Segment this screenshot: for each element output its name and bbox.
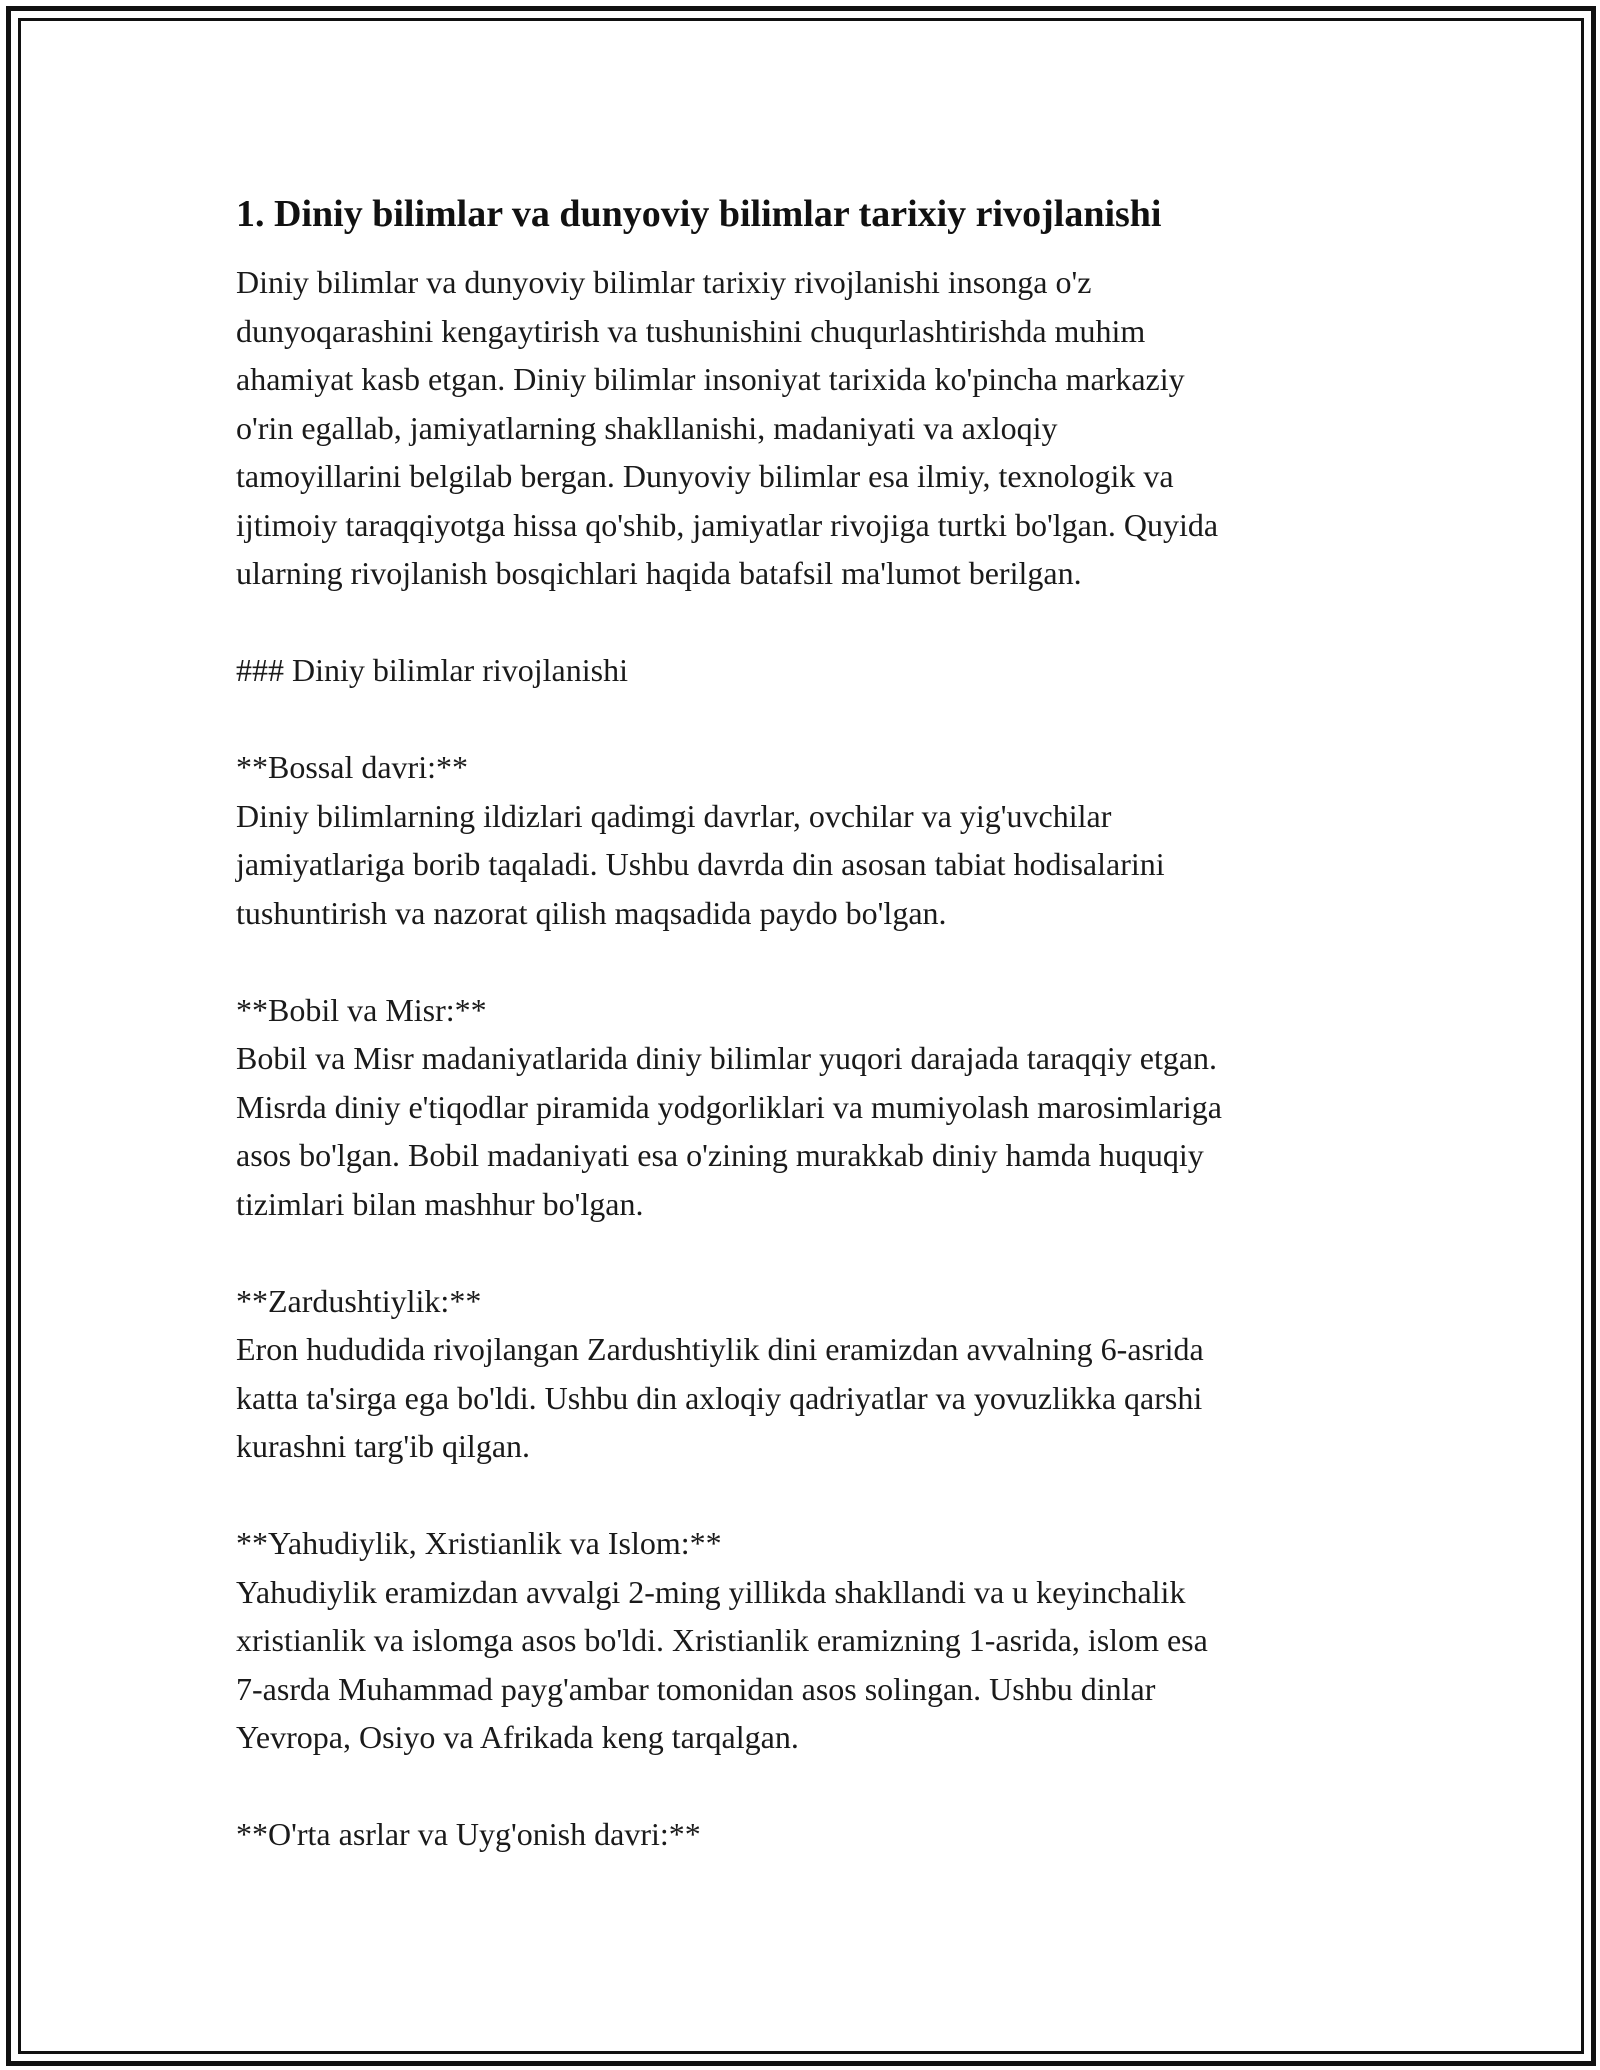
document-body — [236, 188, 1376, 1859]
intro-line: ularning rivojlanish bosqichlari haqida batafsil ma'lumot berilgan. — [236, 555, 1082, 591]
section-line: xristianlik va islomga asos bo'ldi. Xristianlik eramizning 1-asrida, islom esa — [236, 1622, 1208, 1658]
section-line: Yahudiylik eramizdan avvalgi 2-ming yillikda shakllandi va u keyinchalik — [236, 1573, 1186, 1610]
section-heading: **Zardushtiylik:** — [236, 1282, 482, 1319]
section-line: Eron hududida rivojlangan Zardushtiylik dini eramizdan avvalning 6-asrida — [236, 1331, 1204, 1367]
spacer — [236, 695, 1376, 744]
section-bobil-misr — [236, 986, 1376, 1229]
intro-line: o'rin egallab, jamiyatlarning shakllanishi, madaniyati va axloqiy — [236, 409, 1058, 446]
document-title: 1. Diniy bilimlar va dunyoviy bilimlar tarixiy rivojlanishi — [236, 193, 1162, 235]
spacer — [236, 1471, 1376, 1520]
spacer — [236, 1762, 1376, 1811]
section-abrahamic-religions — [236, 1519, 1376, 1762]
section-line: Yevropa, Osiyo va Afrikada keng tarqalgan. — [236, 1719, 799, 1755]
spacer — [236, 598, 1376, 647]
section-bossal — [236, 743, 1376, 937]
section-heading: **O'rta asrlar va Uyg'onish davri:** — [236, 1816, 701, 1852]
spacer — [236, 937, 1376, 986]
section-line: katta ta'sirga ega bo'ldi. Ushbu din axloqiy qadriyatlar va yovuzlikka qarshi — [236, 1379, 1203, 1416]
section-line: tushuntirish va nazorat qilish maqsadida paydo bo'lgan. — [236, 894, 947, 931]
intro-line: ijtimoiy taraqqiyotga hissa qo'shib, jamiyatlar rivojiga turtki bo'lgan. Quyida — [236, 506, 1219, 543]
intro-line: Diniy bilimlar va dunyoviy bilimlar tarixiy rivojlanishi insonga o'z — [236, 264, 1092, 300]
spacer — [236, 1228, 1376, 1277]
section-heading: **Yahudiylik, Xristianlik va Islom:** — [236, 1525, 722, 1561]
section-line: 7-asrda Muhammad payg'ambar tomonidan asos solingan. Ushbu dinlar — [236, 1670, 1156, 1707]
section-subheading: ### Diniy bilimlar rivojlanishi — [236, 652, 628, 688]
intro-line: dunyoqarashini kengaytirish va tushunishini chuqurlashtirishda muhim — [236, 312, 1146, 349]
section-line: Diniy bilimlarning ildizlari qadimgi davrlar, ovchilar va yig'uvchilar — [236, 797, 1112, 834]
section-zardushtiylik — [236, 1277, 1376, 1471]
section-heading: **Bossal davri:** — [236, 749, 468, 785]
section-middle-ages — [236, 1810, 1376, 1859]
intro-paragraph — [236, 258, 1376, 598]
section-line: kurashni targ'ib qilgan. — [236, 1428, 531, 1464]
section-line: tizimlari bilan mashhur bo'lgan. — [236, 1185, 644, 1222]
section-line: asos bo'lgan. Bobil madaniyati esa o'zining murakkab diniy hamda huquqiy — [236, 1137, 1204, 1173]
section-line: jamiyatlariga borib taqaladi. Ushbu davrda din asosan tabiat hodisalarini — [236, 846, 1165, 882]
section-line: Misrda diniy e'tiqodlar piramida yodgorliklari va mumiyolash marosimlariga — [236, 1088, 1222, 1125]
section-heading: **Bobil va Misr:** — [236, 991, 487, 1028]
intro-line: tamoyillarini belgilab bergan. Dunyoviy bilimlar esa ilmiy, texnologik va — [236, 458, 1174, 494]
section-line: Bobil va Misr madaniyatlarida diniy bilimlar yuqori darajada taraqqiy etgan. — [236, 1040, 1218, 1076]
intro-line: ahamiyat kasb etgan. Diniy bilimlar insoniyat tarixida ko'pincha markaziy — [236, 361, 1185, 397]
